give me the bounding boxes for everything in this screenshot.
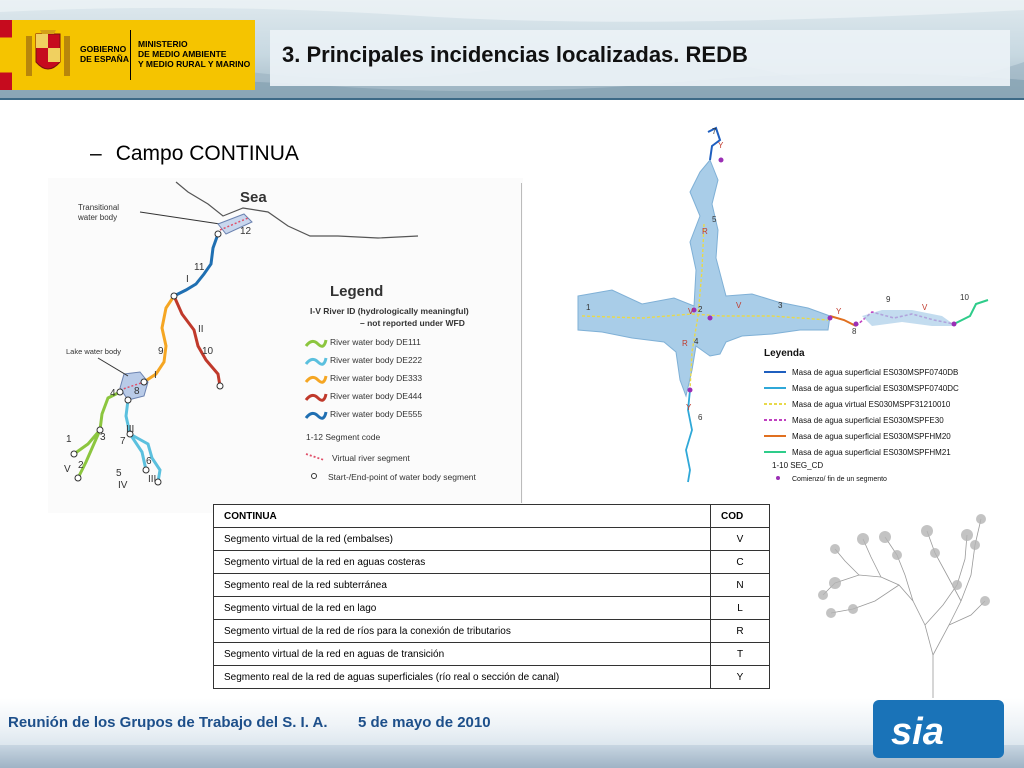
legend-virtual: Virtual river segment bbox=[332, 453, 410, 463]
svg-text:9: 9 bbox=[886, 295, 891, 304]
svg-text:1: 1 bbox=[586, 303, 591, 312]
svg-text:IV: IV bbox=[118, 480, 128, 491]
row-desc: Segmento virtual de la red en aguas costeras bbox=[214, 551, 711, 574]
bullet-text: Campo CONTINUA bbox=[115, 142, 299, 165]
legend-river-id-sub: – not reported under WFD bbox=[360, 318, 465, 328]
row-code: Y bbox=[711, 666, 770, 689]
leyenda-item-label: Masa de agua superficial ES030MSPF0740DB bbox=[792, 368, 959, 377]
column-divider bbox=[521, 183, 522, 503]
svg-text:3: 3 bbox=[778, 301, 783, 310]
table-row bbox=[214, 551, 770, 574]
svg-text:12: 12 bbox=[240, 226, 252, 237]
svg-text:4: 4 bbox=[694, 337, 699, 346]
gov-separator bbox=[130, 30, 131, 80]
svg-text:8: 8 bbox=[134, 386, 140, 397]
legend-item-label: River water body DE222 bbox=[330, 355, 423, 365]
row-desc: Segmento virtual de la red de ríos para la conexión de tributarios bbox=[214, 620, 711, 643]
seg-cd-label: 1-10 SEG_CD bbox=[772, 461, 824, 470]
table-header-row bbox=[214, 505, 770, 528]
comienzo-label: Comienzo/ fin de un segmento bbox=[792, 476, 887, 483]
leyenda-item-label: Masa de agua superficial ES030MSPFE30 bbox=[792, 416, 944, 425]
leyenda-title: Leyenda bbox=[764, 348, 805, 359]
svg-text:V: V bbox=[736, 301, 742, 310]
table-row bbox=[214, 643, 770, 666]
svg-text:I: I bbox=[186, 274, 189, 285]
row-desc: Segmento real de la red subterránea bbox=[214, 574, 711, 597]
header-cod: COD bbox=[711, 505, 770, 528]
legend-startend: Start-/End-point of water body segment bbox=[328, 472, 476, 482]
svg-text:8: 8 bbox=[852, 327, 857, 336]
river-network-diagram bbox=[48, 178, 523, 513]
legend-item-label: River water body DE555 bbox=[330, 409, 423, 419]
east-arm-water bbox=[862, 310, 956, 326]
continua-table bbox=[213, 504, 770, 689]
svg-text:2: 2 bbox=[78, 460, 84, 471]
page-title: 3. Principales incidencias localizadas. REDB bbox=[282, 42, 748, 67]
svg-text:7: 7 bbox=[712, 127, 717, 136]
svg-text:Y: Y bbox=[718, 141, 724, 150]
legend-item-label: River water body DE444 bbox=[330, 391, 423, 401]
svg-text:3: 3 bbox=[100, 432, 106, 443]
legend-river-id: I-V River ID (hydrologically meaningful) bbox=[310, 306, 469, 316]
footer-meeting: Reunión de los Grupos de Trabajo del S. I. A. bbox=[8, 714, 328, 731]
right-legend bbox=[764, 348, 959, 483]
leyenda-item-label: Masa de agua virtual ES030MSPF31210010 bbox=[792, 400, 951, 409]
bullet-item bbox=[90, 142, 299, 166]
row-code: L bbox=[711, 597, 770, 620]
reservoir-water bbox=[578, 160, 830, 396]
svg-text:7: 7 bbox=[120, 436, 126, 447]
svg-text:Y: Y bbox=[686, 403, 692, 412]
svg-text:V: V bbox=[64, 464, 71, 475]
row-code: V bbox=[711, 528, 770, 551]
row-desc: Segmento virtual de la red (embalses) bbox=[214, 528, 711, 551]
sia-logo-text: sia bbox=[891, 711, 944, 753]
river-east-green bbox=[954, 300, 988, 324]
row-desc: Segmento virtual de la red en lago bbox=[214, 597, 711, 620]
ministry-label: MINISTERIO DE MEDIO AMBIENTE Y MEDIO RURAL Y MARINO bbox=[138, 39, 251, 69]
svg-text:9: 9 bbox=[158, 346, 164, 357]
row-desc: Segmento virtual de la red en aguas de transición bbox=[214, 643, 711, 666]
svg-text:R: R bbox=[702, 227, 708, 236]
leyenda-item-label: Masa de agua superficial ES030MSPF0740DC bbox=[792, 384, 959, 393]
transitional-label: Transitional water body bbox=[78, 203, 120, 222]
row-code: N bbox=[711, 574, 770, 597]
coat-of-arms-icon bbox=[22, 28, 74, 82]
legend-item-label: River water body DE111 bbox=[330, 337, 421, 347]
row-code: R bbox=[711, 620, 770, 643]
svg-text:Y: Y bbox=[836, 307, 842, 316]
svg-text:6: 6 bbox=[698, 413, 703, 422]
legend-segment-code: 1-12 Segment code bbox=[306, 432, 381, 442]
row-code: T bbox=[711, 643, 770, 666]
row-desc: Segmento real de la red de aguas superficiales (río real o sección de canal) bbox=[214, 666, 711, 689]
header-continua: CONTINUA bbox=[214, 505, 711, 528]
gov-label: GOBIERNO DE ESPAÑA bbox=[80, 44, 129, 64]
svg-text:V: V bbox=[688, 307, 694, 316]
svg-text:10: 10 bbox=[960, 293, 969, 302]
footer-rule bbox=[0, 745, 1024, 768]
segment-start-points bbox=[688, 158, 957, 393]
row-code: C bbox=[711, 551, 770, 574]
svg-text:II: II bbox=[198, 324, 204, 335]
comienzo-symbol bbox=[776, 476, 780, 480]
lake-label: Lake water body bbox=[66, 347, 122, 356]
table-row bbox=[214, 597, 770, 620]
svg-text:5: 5 bbox=[116, 468, 122, 479]
reservoir-map bbox=[572, 120, 992, 485]
table-row bbox=[214, 574, 770, 597]
sia-logo bbox=[873, 700, 1004, 758]
river-east-orange bbox=[830, 316, 856, 326]
legend-node-symbol bbox=[312, 474, 317, 479]
spain-flag-icon bbox=[0, 20, 12, 90]
svg-text:10: 10 bbox=[202, 346, 214, 357]
svg-text:I: I bbox=[154, 370, 157, 381]
footer-date: 5 de mayo de 2010 bbox=[358, 714, 491, 731]
table-row bbox=[214, 528, 770, 551]
legend-item-label: River water body DE333 bbox=[330, 373, 423, 383]
svg-text:4: 4 bbox=[110, 388, 116, 399]
leyenda-item-label: Masa de agua superficial ES030MSPFHM20 bbox=[792, 432, 951, 441]
svg-text:1: 1 bbox=[66, 434, 72, 445]
svg-text:R: R bbox=[682, 339, 688, 348]
table-row bbox=[214, 620, 770, 643]
svg-text:11: 11 bbox=[194, 262, 205, 273]
legend-title: Legend bbox=[330, 283, 384, 300]
svg-text:6: 6 bbox=[146, 456, 152, 467]
svg-text:III: III bbox=[126, 424, 135, 435]
bullet-dash: – bbox=[90, 142, 102, 165]
svg-text:5: 5 bbox=[712, 215, 717, 224]
header-rule bbox=[0, 98, 1024, 100]
sea-label: Sea bbox=[240, 189, 267, 206]
leyenda-item-label: Masa de agua superficial ES030MSPFHM21 bbox=[792, 448, 951, 457]
svg-text:2: 2 bbox=[698, 305, 703, 314]
decorative-tree-icon bbox=[815, 505, 990, 700]
table-row bbox=[214, 666, 770, 689]
gov-logo-block bbox=[0, 20, 255, 90]
svg-text:V: V bbox=[922, 303, 928, 312]
map-segment-labels bbox=[586, 127, 969, 422]
svg-text:III: III bbox=[148, 474, 157, 485]
